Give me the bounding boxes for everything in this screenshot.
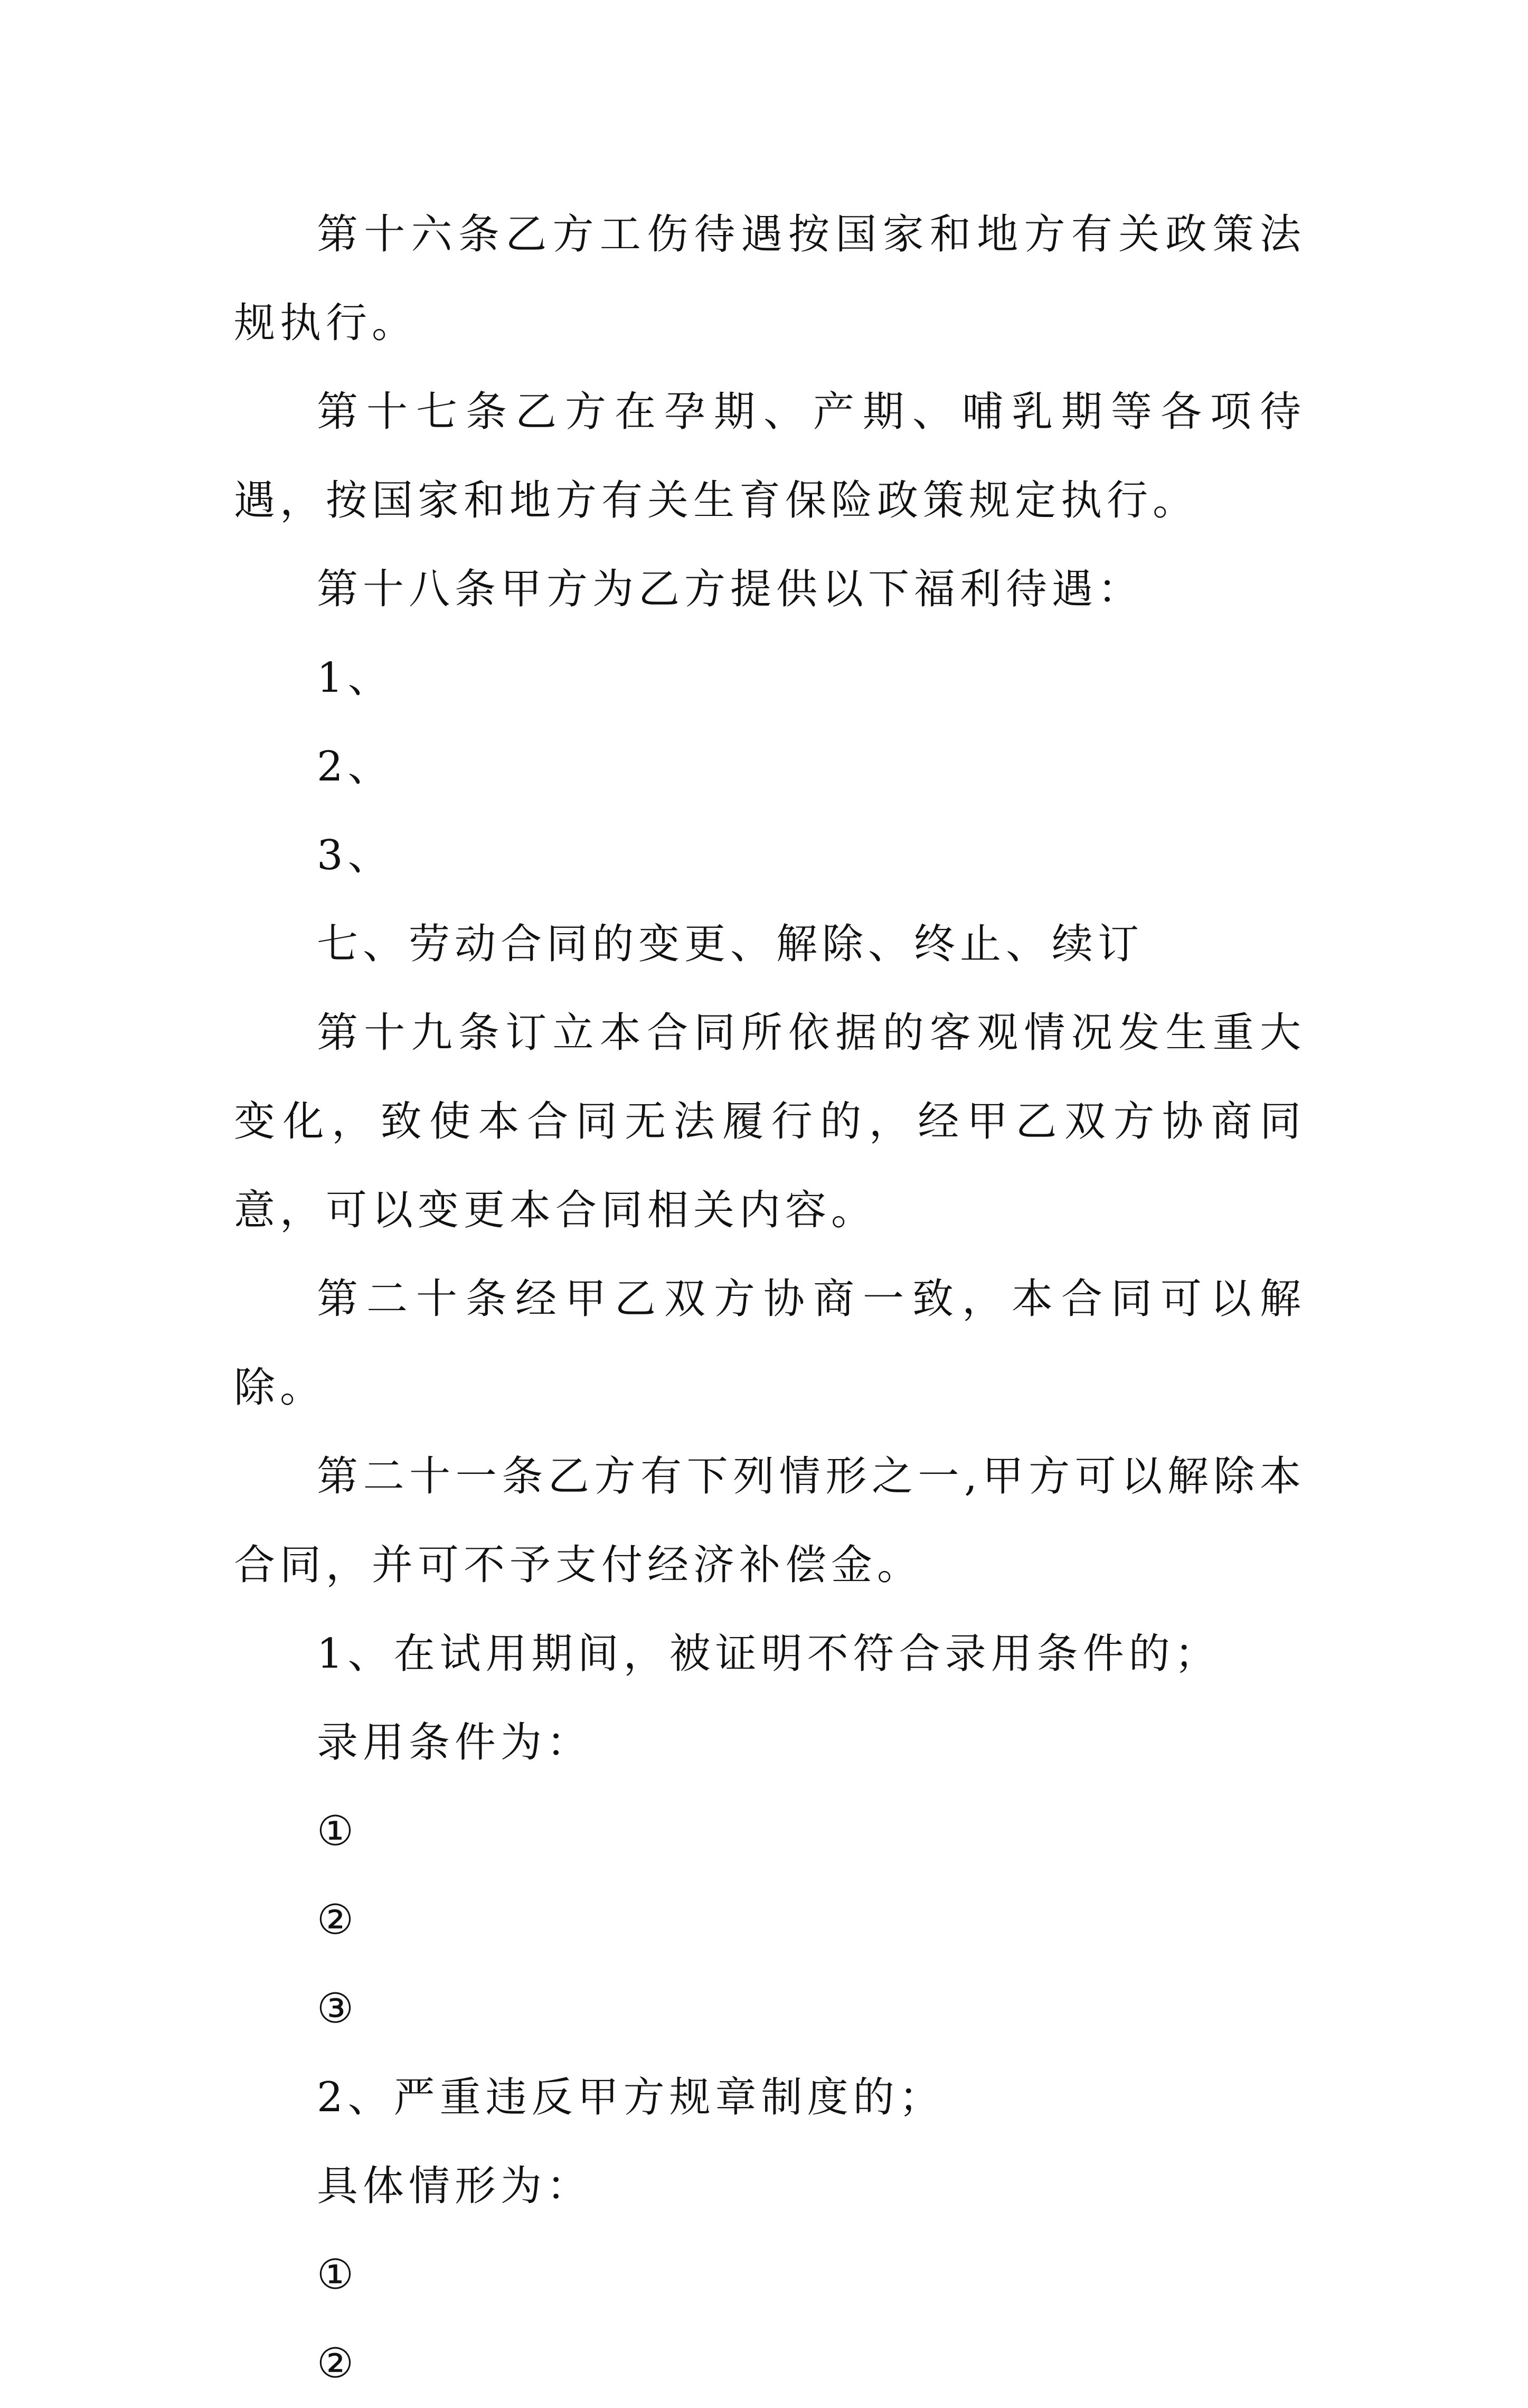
- paragraph-article-21: 第二十一条乙方有下列情形之一,甲方可以解除本合同，并可不予支付经济补偿金。: [234, 1453, 1306, 1589]
- label-hiring-conditions: 录用条件为：: [317, 1719, 593, 1766]
- list-item-welfare-1: 1、: [317, 654, 394, 702]
- paragraph-article-19: 第十九条订立本合同所依据的客观情况发生重大变化，致使本合同无法履行的，经甲乙双方协商同意，可以变更本合同相关内容。: [234, 1009, 1306, 1234]
- list-item-probation: 1、在试用期间，被证明不符合录用条件的；: [317, 1630, 1221, 1678]
- label-specific-circumstances: 具体情形为：: [317, 2162, 593, 2210]
- paragraph-article-16: 第十六条乙方工伤待遇按国家和地方有关政策法规执行。: [234, 211, 1306, 347]
- paragraph-article-20: 第二十条经甲乙双方协商一致，本合同可以解除。: [234, 1275, 1306, 1412]
- list-item-condition-3: ③: [317, 1985, 359, 2033]
- section-heading-contract-changes: 七、劳动合同的变更、解除、终止、续订: [317, 920, 1144, 968]
- list-item-rule-violation: 2、严重违反甲方规章制度的；: [317, 2074, 945, 2121]
- list-item-condition-2: ②: [317, 1896, 359, 1944]
- document-body: [234, 190, 1306, 2408]
- paragraph-article-17: 第十七条乙方在孕期、产期、哺乳期等各项待遇，按国家和地方有关生育保险政策规定执行。: [234, 388, 1306, 524]
- list-item-circumstance-2: ②: [317, 2340, 359, 2387]
- list-item-welfare-2: 2、: [317, 743, 394, 791]
- paragraph-article-18: 第十八条甲方为乙方提供以下福利待遇：: [317, 566, 1144, 613]
- list-item-welfare-3: 3、: [317, 832, 394, 879]
- list-item-condition-1: ①: [317, 1808, 359, 1855]
- list-item-circumstance-1: ①: [317, 2251, 359, 2299]
